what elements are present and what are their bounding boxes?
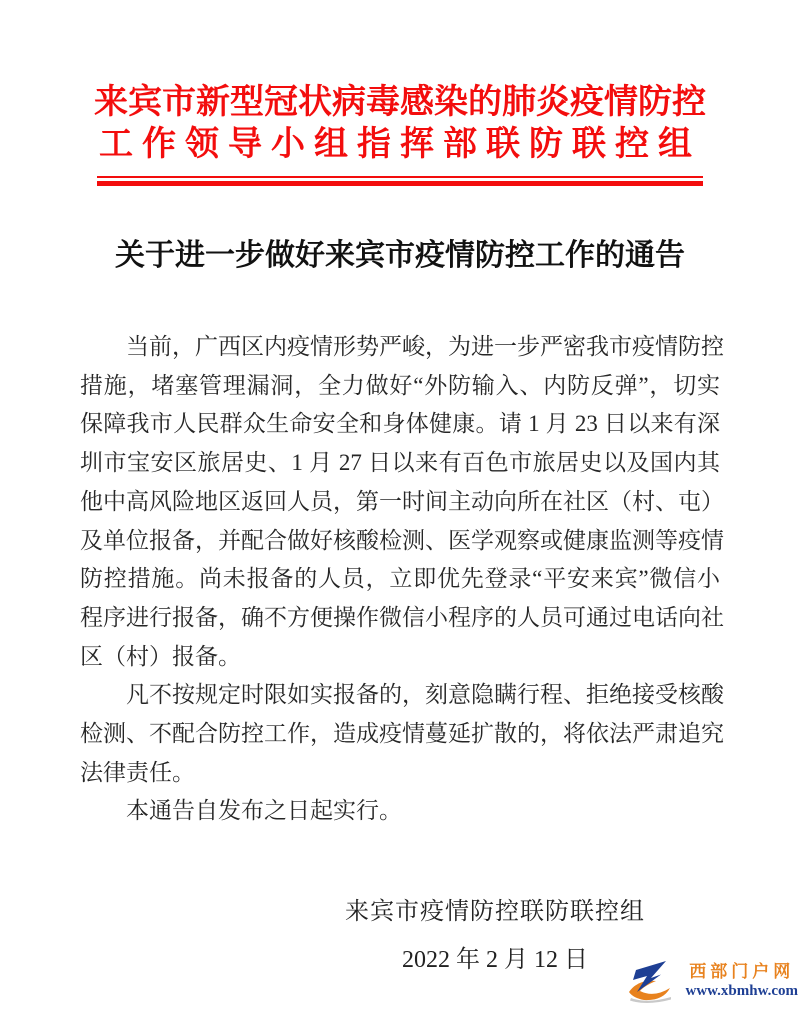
- site-watermark-text: [685, 962, 798, 1000]
- body-line: 本通告自发布之日起实行。: [126, 798, 402, 824]
- body-line: 圳市宝安区旅居史、1 月 27 日以来有百色市旅居史以及国内其: [80, 450, 720, 476]
- site-name: 西部门户网: [689, 962, 795, 981]
- body-line: 法律责任。: [80, 759, 195, 785]
- letterhead-title-line2: 工作领导小组指挥部联防联控组: [99, 126, 701, 163]
- signature-date: 2022 年 2 月 12 日: [402, 947, 588, 974]
- body-line: 他中高风险地区返回人员，第一时间主动向所在社区（村、屯）: [80, 488, 724, 514]
- letterhead-title-line1: 来宾市新型冠状病毒感染的肺炎疫情防控: [94, 84, 706, 121]
- site-url: www.xbmhw.com: [685, 983, 798, 999]
- letterhead: [0, 0, 800, 186]
- letterhead-divider: [97, 176, 703, 186]
- notice-body: [80, 328, 724, 831]
- body-line: 及单位报备，并配合做好核酸检测、医学观察或健康监测等疫情: [80, 527, 724, 553]
- signature-org: 来宾市疫情防控联防联控组: [345, 899, 645, 926]
- body-line: 程序进行报备，确不方便操作微信小程序的人员可通过电话向社: [80, 604, 724, 630]
- site-logo-icon: [625, 957, 679, 1005]
- signature-block: [345, 897, 645, 975]
- site-watermark: [625, 957, 798, 1005]
- body-line: 措施，堵塞管理漏洞，全力做好“外防输入、内防反弹”，切实: [80, 372, 720, 398]
- notice-title: 关于进一步做好来宾市疫情防控工作的通告: [115, 239, 685, 272]
- body-line: 防控措施。尚未报备的人员，立即优先登录“平安来宾”微信小: [80, 566, 720, 592]
- body-line: 当前，广西区内疫情形势严峻，为进一步严密我市疫情防控: [126, 334, 724, 359]
- body-line: 区（村）报备。: [80, 643, 241, 669]
- body-line: 凡不按规定时限如实报备的，刻意隐瞒行程、拒绝接受核酸: [126, 682, 724, 708]
- divider-thick-line: [97, 181, 703, 186]
- body-line: 保障我市人民群众生命安全和身体健康。请 1 月 23 日以来有深: [80, 411, 720, 437]
- body-line: 检测、不配合防控工作，造成疫情蔓延扩散的，将依法严肃追究: [80, 721, 724, 747]
